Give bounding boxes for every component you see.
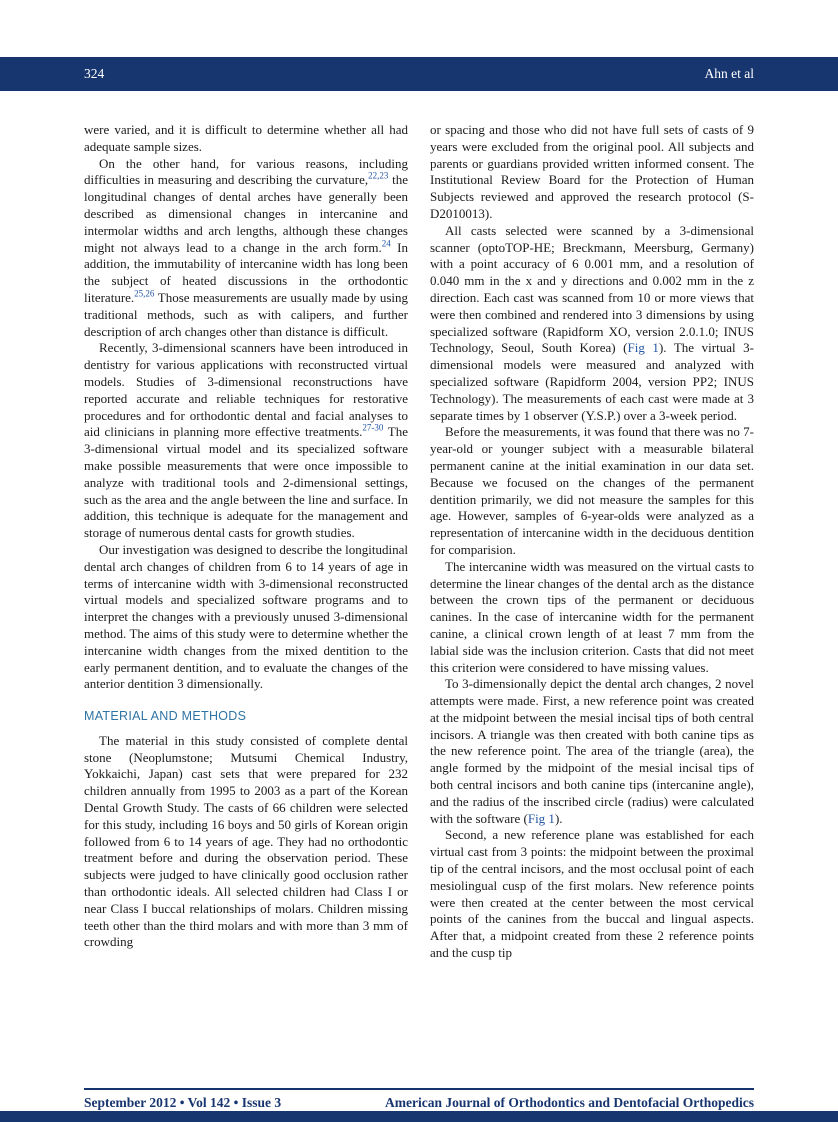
figure-link[interactable]: Fig 1 [627, 340, 659, 356]
text-run: ). [554, 810, 563, 826]
text-run: In addition, the immutability of intercanine width has long been the subject of heated discussions in the orthodontic literature. [84, 239, 408, 305]
text-run: ). The virtual 3-dimensional models were measured and analyzed with specialized software (Rapidform 2004, version PP2; INUS Technology). The measurements of each cast were made at 3 separate times by 1 observer (Y.S.P.) over a 3-week period. [430, 340, 754, 423]
footer-issue-info: September 2012 • Vol 142 • Issue 3 [84, 1095, 282, 1110]
right-column [430, 122, 754, 1078]
text-run: The intercanine width was measured on the virtual casts to determine the linear changes of the dental arch as the distance between the crown tips of the permanent or deciduous canines. In the case of intercanine width for the permanent canine, a clinical crown length of at least 7 mm from the labial side was the inclusion criterion. Casts that did not meet this criterion were considered to have missing values. [430, 558, 754, 675]
text-run: Recently, 3-dimensional scanners have been introduced in dentistry for various applications with reconstructed virtual models. Studies of 3-dimensional reconstructions have reported accurate and reliable techniques for restorative procedures and for orthodontic dental and facial analyses to aid clinicians in planning more effective treatments. [84, 340, 408, 440]
paragraph [430, 676, 754, 827]
running-head-bar [0, 57, 838, 91]
footer-bar [0, 1111, 838, 1122]
paragraph [430, 122, 754, 223]
text-run: All casts selected were scanned by a 3-dimensional scanner (optoTOP-HE; Breckmann, Meersburg, Germany) with a point accuracy of 6 0.001 mm, and a resolution of 0.040 mm in the x and y directions and 0.002 mm in the z direction. Each cast was scanned from 10 or more views that were then combined and rendered into 3 dimensions by using specialized software (Rapidform XO, version 2.0.1.0; INUS Technology, Seoul, South Korea) ( [430, 222, 754, 356]
text-run: Second, a new reference plane was established for each virtual cast from 3 points: the midpoint between the proximal tip of the central incisors, and the most occlusal point of each mesiolingual cusp of the first molars. New reference points were then created at the center between the most cervical points of the canines from the buccal and lingual aspects. After that, a midpoint created from these 2 reference points and the cusp tip [430, 827, 754, 961]
paragraph [84, 340, 408, 542]
section-heading: MATERIAL AND METHODS [84, 709, 247, 724]
text-run: were varied, and it is difficult to determine whether all had adequate sample sizes. [84, 122, 408, 154]
paragraph [430, 559, 754, 677]
text-run: Our investigation was designed to describe the longitudinal dental arch changes of children from 6 to 14 years of age in terms of intercanine width with 3-dimensional reconstructed virtual models and specialized software programs and to interpret the changes with a previously unused 3-dimensional method. The aims of this study were to determine whether the intercanine width changes from the mixed dentition to the early permanent dentition, and to evaluate the changes of the anterior dentition 3 dimensionally. [84, 541, 408, 692]
text-run: or spacing and those who did not have full sets of casts of 9 years were excluded from the original pool. All subjects and parents or guardians provided written informed consent. The Institutional Review Board for the Protection of Human Subjects reviewed and approved the research protocol (S-D2010013). [430, 122, 754, 221]
text-run: On the other hand, for various reasons, including difficulties in measuring and describing the curvature, [84, 155, 408, 188]
text-run: the longitudinal changes of dental arches have generally been described as dimensional changes in intercanine and intermolar widths and arch lengths, although these changes might not always lead to a change in the arch form. [84, 172, 408, 255]
footer-journal-name: American Journal of Orthodontics and Dentofacial Orthopedics [385, 1095, 754, 1110]
paragraph [84, 733, 408, 951]
left-column [84, 122, 408, 1078]
running-author: Ahn et al [704, 66, 754, 81]
text-run: The material in this study consisted of complete dental stone (Neoplumstone; Mutsumi Chemical Industry, Yokkaichi, Japan) cast sets that were prepared for 232 children annually from 1995 to 2003 as a part of the Korean Dental Growth Study. The casts of 66 children were selected for this study, including 16 boys and 50 girls of Korean origin followed from 6 to 14 years of age. They had no orthodontic treatment before and during the observation period. These subjects were judged to have clinically good occlusion rather than orthodontic ideals. All selected children had Class I or near Class I buccal relationships of molars. Children missing teeth other than the third molars and with more than 3 mm of crowding [84, 732, 408, 950]
paragraph [430, 223, 754, 425]
paragraph [430, 827, 754, 961]
footer-rule [84, 1088, 754, 1090]
article-body [84, 122, 754, 1078]
text-run: To 3-dimensionally depict the dental arch changes, 2 novel attempts were made. First, a new reference point was created at the midpoint between the mesial incisal tips of both central incisors. A triangle was then created with both canine tips as the new reference point. The area of the triangle (area), the angle formed by the midpoint of the mesial incisal tips of both central incisors and both canine tips (intercanine angle), and the radius of the inscribed circle (radius) were calculated with the software ( [430, 676, 754, 826]
reference-citation-link[interactable]: 24 [381, 238, 391, 249]
reference-citation-link[interactable]: 27-30 [362, 423, 384, 434]
reference-citation-link[interactable]: 25,26 [134, 288, 155, 299]
paragraph [84, 156, 408, 341]
paragraph [430, 424, 754, 558]
text-run: The 3-dimensional virtual model and its specialized software make possible measurements that were once impossible to analyze with traditional tools and 2-dimensional settings, such as the area and the angle between the line and surface. In addition, this technique is adequate for the management and storage of numerous dental casts for growth studies. [84, 424, 408, 541]
page-number: 324 [84, 66, 105, 81]
paragraph [84, 542, 408, 693]
paragraph [84, 122, 408, 156]
reference-citation-link[interactable]: 22,23 [368, 171, 389, 182]
text-run: Those measurements are usually made by using traditional methods, such as with calipers, and further description of arch changes other than distance is difficult. [84, 289, 408, 339]
text-run: Before the measurements, it was found that there was no 7-year-old or younger subject with a measurable bilateral permanent canine at the initial examination in our data set. Because we focused on the changes of the permanent dentition primarily, we did not measure the samples for this age. However, samples of 6-year-olds were analyzed as a representation of intercanine width in the deciduous dentition for comparision. [430, 424, 754, 557]
page-footer [84, 1095, 754, 1111]
figure-link[interactable]: Fig 1 [527, 810, 555, 826]
